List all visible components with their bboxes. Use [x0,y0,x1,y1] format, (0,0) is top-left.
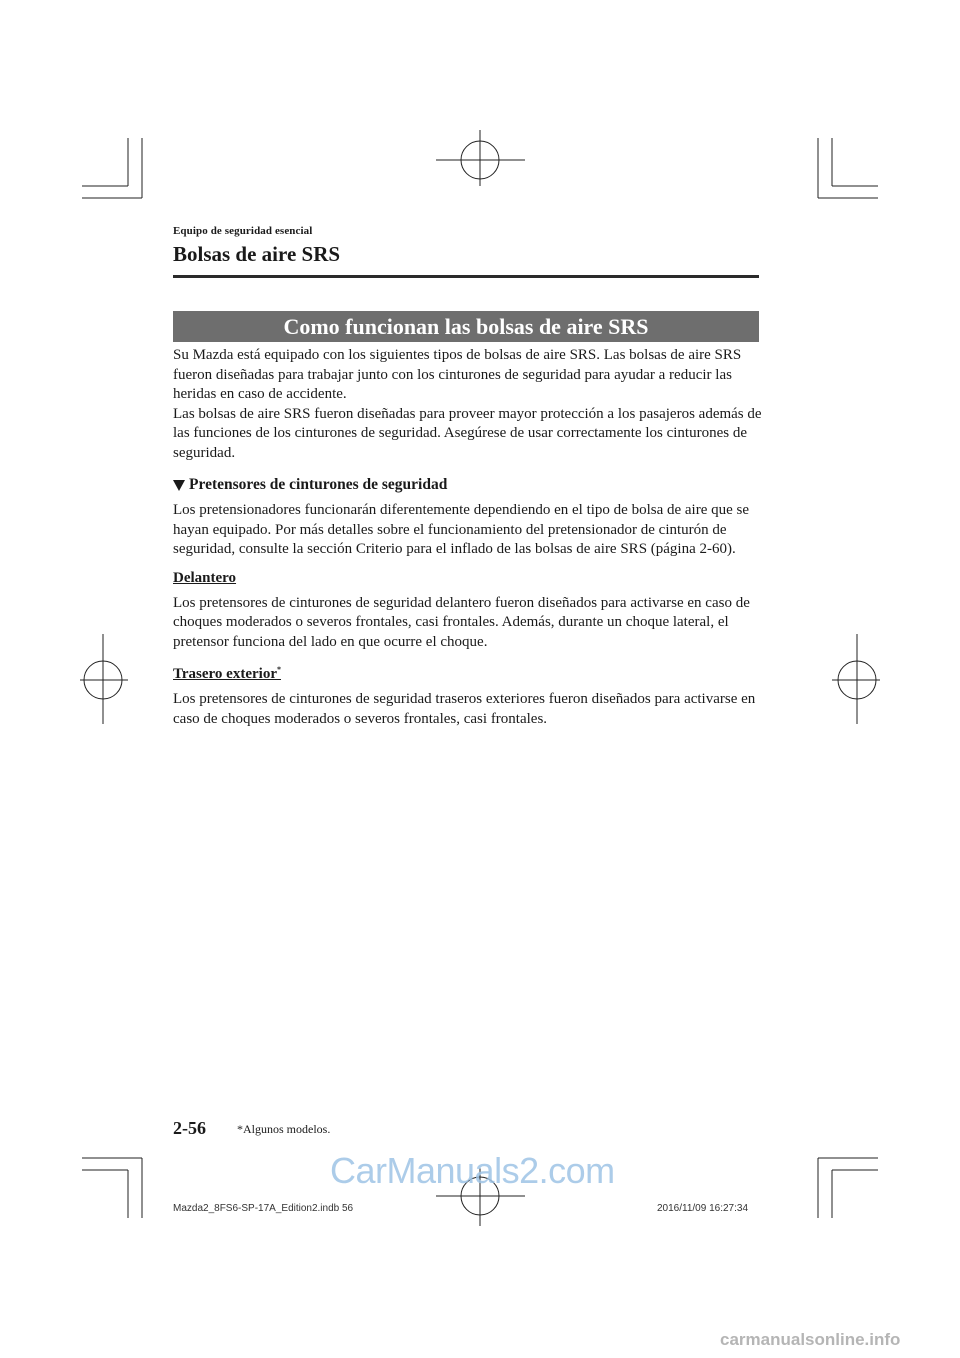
site-watermark: carmanualsonline.info [720,1330,901,1349]
footnote: *Algunos modelos. [237,1122,331,1136]
intro-paragraph-2: Las bolsas de aire SRS fueron diseñadas para proveer mayor protección a los pasajeros además de las funciones de los cinturones de seguridad. Asegúrese de usar correctamente los cinturones de seguridad. [173,405,762,461]
page-number: 2-56 [173,1118,206,1138]
print-slug-date: 2016/11/09 16:27:34 [657,1203,749,1214]
front-paragraph: Los pretensores de cinturones de seguridad delantero fueron diseñados para activarse en caso de choques moderados o severos frontales, casi frontales. Además, durante un choque lateral, el pretensor funciona del lado en que ocurre el choque. [173,594,750,650]
pretensioner-paragraph: Los pretensionadores funcionarán diferentemente dependiendo en el tipo de bolsa de aire que se hayan equipado. Por más detalles sobre el funcionamiento del pretensionador de cinturón de seguridad, consulte la sección Criterio para el inflado de las bolsas de aire SRS (página 2-60). [173,502,750,557]
optional-marker: * [276,665,281,674]
section-label: Equipo de seguridad esencial [173,225,313,237]
front-label-text: Delantero [173,569,237,586]
triangle-down-icon [173,480,185,491]
page-content [173,346,763,729]
intro-paragraph-1: Su Mazda está equipado con los siguientes tipos de bolsas de aire SRS. Las bolsas de aire SRS fueron diseñadas para trabajar junto con los cinturones de seguridad para ayudar a reducir las heridas en caso de accidente. [173,347,742,402]
rear-paragraph: Los pretensores de cinturones de seguridad traseros exteriores fueron diseñados para activarse en caso de choques moderados o severos frontales, casi frontales. [173,691,756,727]
header-rule [173,275,759,278]
section-banner: Como funcionan las bolsas de aire SRS [173,311,759,342]
chapter-title: Bolsas de aire SRS [173,242,341,266]
print-slug-file: Mazda2_8FS6-SP-17A_Edition2.indb 56 [173,1203,354,1214]
subheading [173,475,763,495]
watermark: CarManuals2.com [330,1150,615,1191]
front-label [173,568,763,588]
rear-label-text: Trasero exterior [173,666,277,682]
rear-label [173,660,763,684]
subheading-text: Pretensores de cinturones de seguridad [189,476,448,493]
